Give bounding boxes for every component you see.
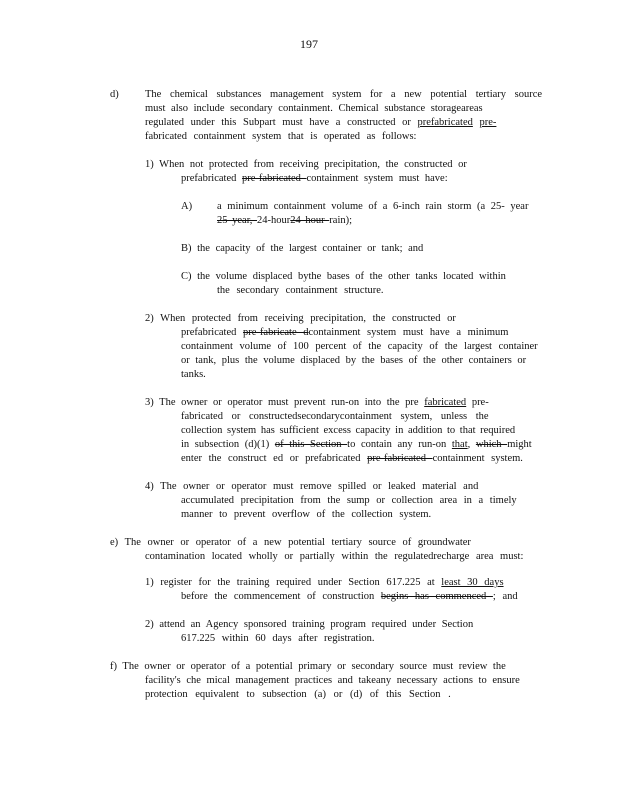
e1-line-1: 1) register for the training required under Section 617.225 at least 30 days	[145, 577, 504, 588]
d1-line-2: prefabricated pre-fabricated containment system must have:	[181, 173, 448, 184]
d1-A-line-1: a minimum containment volume of a 6-inch rain storm (a 25- year	[217, 201, 529, 212]
d1-A-marker: A)	[181, 201, 193, 212]
d2-line-4: or tank, plus the volume displaced by the bases of the other containers or	[181, 355, 527, 366]
e1-line-2: before the commencement of construction begins has commenced ; and	[181, 591, 518, 602]
f-line-1: f) The owner or operator of a potential primary or secondary source must review the	[110, 661, 506, 672]
d1-A-line-2: 25 year, 24-hour24 hour rain);	[217, 215, 353, 226]
e2-line-2: 617.225 within 60 days after registration.	[181, 633, 375, 644]
d3-line-3: collection system has sufficient excess capacity in addition to that required	[181, 425, 516, 436]
d-line-4: fabricated containment system that is operated as follows:	[145, 131, 417, 142]
f-line-2: facility's che mical management practices and takeany necessary actions to ensure	[145, 675, 520, 686]
d2-line-2: prefabricated pre-fabricate dcontainment system must have a minimum	[181, 327, 509, 338]
d1-line-1: 1) When not protected from receiving precipitation, the constructed or	[145, 159, 467, 170]
d1-C-line-1: C) the volume displaced bythe bases of the other tanks located within	[181, 271, 506, 282]
e2-line-1: 2) attend an Agency sponsored training program required under Section	[145, 619, 474, 630]
d-line-1: The chemical substances management system for a new potential tertiary source	[145, 89, 543, 100]
d2-line-1: 2) When protected from receiving precipitation, the constructed or	[145, 313, 456, 324]
d2-line-3: containment volume of 100 percent of the capacity of the largest container	[181, 341, 538, 352]
d4-line-2: accumulated precipitation from the sump or collection area in a timely	[181, 495, 517, 506]
d4-line-1: 4) The owner or operator must remove spilled or leaked material and	[145, 481, 479, 492]
d3-line-2: fabricated or constructedsecondarycontainment system, unless the	[181, 411, 489, 422]
d-line-2: must also include secondary containment. Chemical substance storageareas	[145, 103, 483, 114]
d3-line-5: enter the construct ed or prefabricated pre-fabricated containment system.	[181, 453, 523, 464]
d1-B-line: B) the capacity of the largest container or tank; and	[181, 243, 424, 254]
e-line-2: contamination located wholly or partially within the regulatedrecharge area must:	[145, 551, 524, 562]
d1-C-line-2: the secondary containment structure.	[217, 285, 384, 296]
d3-line-1: 3) The owner or operator must prevent run-on into the pre fabricated pre-	[145, 397, 489, 408]
d-line-3: regulated under this Subpart must have a constructed or prefabricated pre-	[145, 117, 497, 128]
d3-line-4: in subsection (d)(1) of this Section to contain any run-on that, which might	[181, 439, 532, 450]
d4-line-3: manner to prevent overflow of the collection system.	[181, 509, 432, 520]
f-line-3: protection equivalent to subsection (a) or (d) of this Section .	[145, 689, 451, 700]
page-number: 197	[300, 37, 318, 51]
subsection-marker-d: d)	[110, 89, 119, 100]
e-line-1: e) The owner or operator of a new potential tertiary source of groundwater	[110, 537, 471, 548]
d2-line-5: tanks.	[181, 369, 206, 380]
